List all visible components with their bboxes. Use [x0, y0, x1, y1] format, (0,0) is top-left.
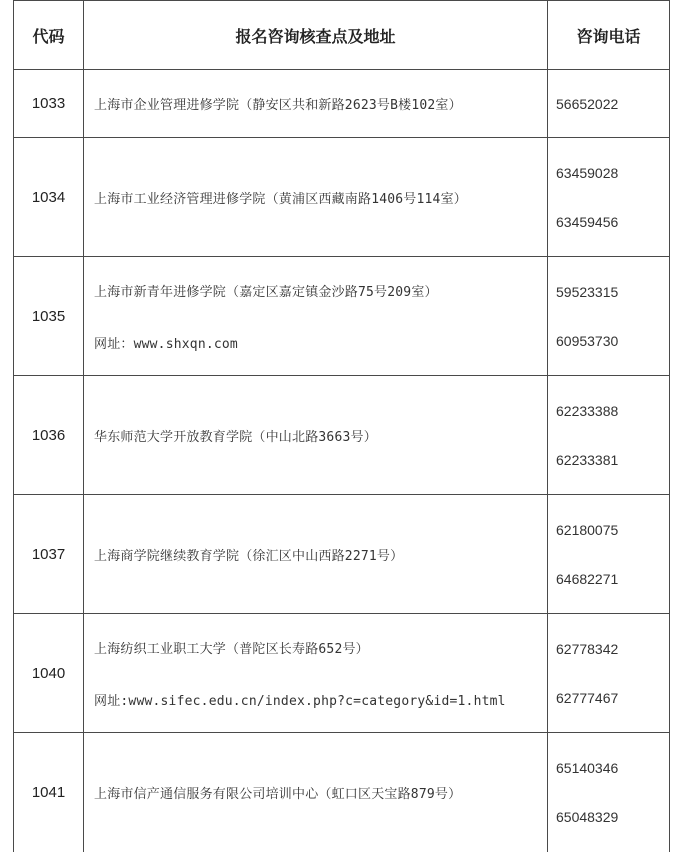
address-line: 上海市信产通信服务有限公司培训中心（虹口区天宝路879号）	[94, 786, 462, 802]
address-line: 上海市企业管理进修学院（静安区共和新路2623号B楼102室）	[94, 98, 462, 113]
website-line: 网址：www.shxqn.com	[94, 336, 238, 352]
row-address	[84, 70, 548, 138]
address-line: 华东师范大学开放教育学院（中山北路3663号）	[94, 429, 377, 445]
row-code: 1033	[14, 70, 84, 138]
table-row	[14, 614, 670, 733]
row-phones	[548, 495, 670, 614]
header-phone: 咨询电话	[548, 1, 670, 70]
address-line: 上海商学院继续教育学院（徐汇区中山西路2271号）	[94, 548, 404, 564]
row-phones	[548, 70, 670, 138]
phone-number: 59523315	[556, 283, 619, 300]
row-code: 1040	[14, 614, 84, 733]
table-row	[14, 733, 670, 852]
phone-number: 62233381	[556, 451, 619, 468]
phone-number: 62233388	[556, 402, 619, 419]
row-phones	[548, 733, 670, 852]
row-phones	[548, 376, 670, 495]
website-line: 网址:www.sifec.edu.cn/index.php?c=category&id=1.html	[94, 693, 506, 709]
phone-number: 65140346	[556, 759, 619, 776]
row-address	[84, 257, 548, 376]
phone-number: 56652022	[556, 95, 619, 112]
table-row	[14, 495, 670, 614]
table-row	[14, 257, 670, 376]
row-address	[84, 733, 548, 852]
phone-number: 63459028	[556, 164, 619, 181]
row-phones	[548, 614, 670, 733]
phone-number: 60953730	[556, 332, 619, 349]
row-address	[84, 614, 548, 733]
phone-number: 64682271	[556, 570, 619, 587]
row-code: 1036	[14, 376, 84, 495]
header-code: 代码	[14, 1, 84, 70]
phone-number: 62777467	[556, 689, 619, 706]
address-line: 上海市新青年进修学院（嘉定区嘉定镇金沙路75号209室）	[94, 284, 438, 300]
address-line: 上海纺织工业职工大学（普陀区长寿路652号）	[94, 641, 369, 657]
phone-number: 63459456	[556, 213, 619, 230]
row-phones	[548, 138, 670, 257]
row-code: 1035	[14, 257, 84, 376]
consultation-table	[13, 0, 670, 852]
row-address	[84, 376, 548, 495]
row-address	[84, 495, 548, 614]
phone-number: 62180075	[556, 521, 619, 538]
table-row	[14, 70, 670, 138]
phone-number: 65048329	[556, 808, 619, 825]
row-phones	[548, 257, 670, 376]
header-row	[14, 1, 670, 70]
row-code: 1041	[14, 733, 84, 852]
table-row	[14, 138, 670, 257]
header-address: 报名咨询核查点及地址	[84, 1, 548, 70]
table-row	[14, 376, 670, 495]
address-line: 上海市工业经济管理进修学院（黄浦区西藏南路1406号114室）	[94, 191, 467, 207]
consultation-table-container	[13, 0, 669, 852]
row-code: 1034	[14, 138, 84, 257]
row-address	[84, 138, 548, 257]
row-code: 1037	[14, 495, 84, 614]
phone-number: 62778342	[556, 640, 619, 657]
